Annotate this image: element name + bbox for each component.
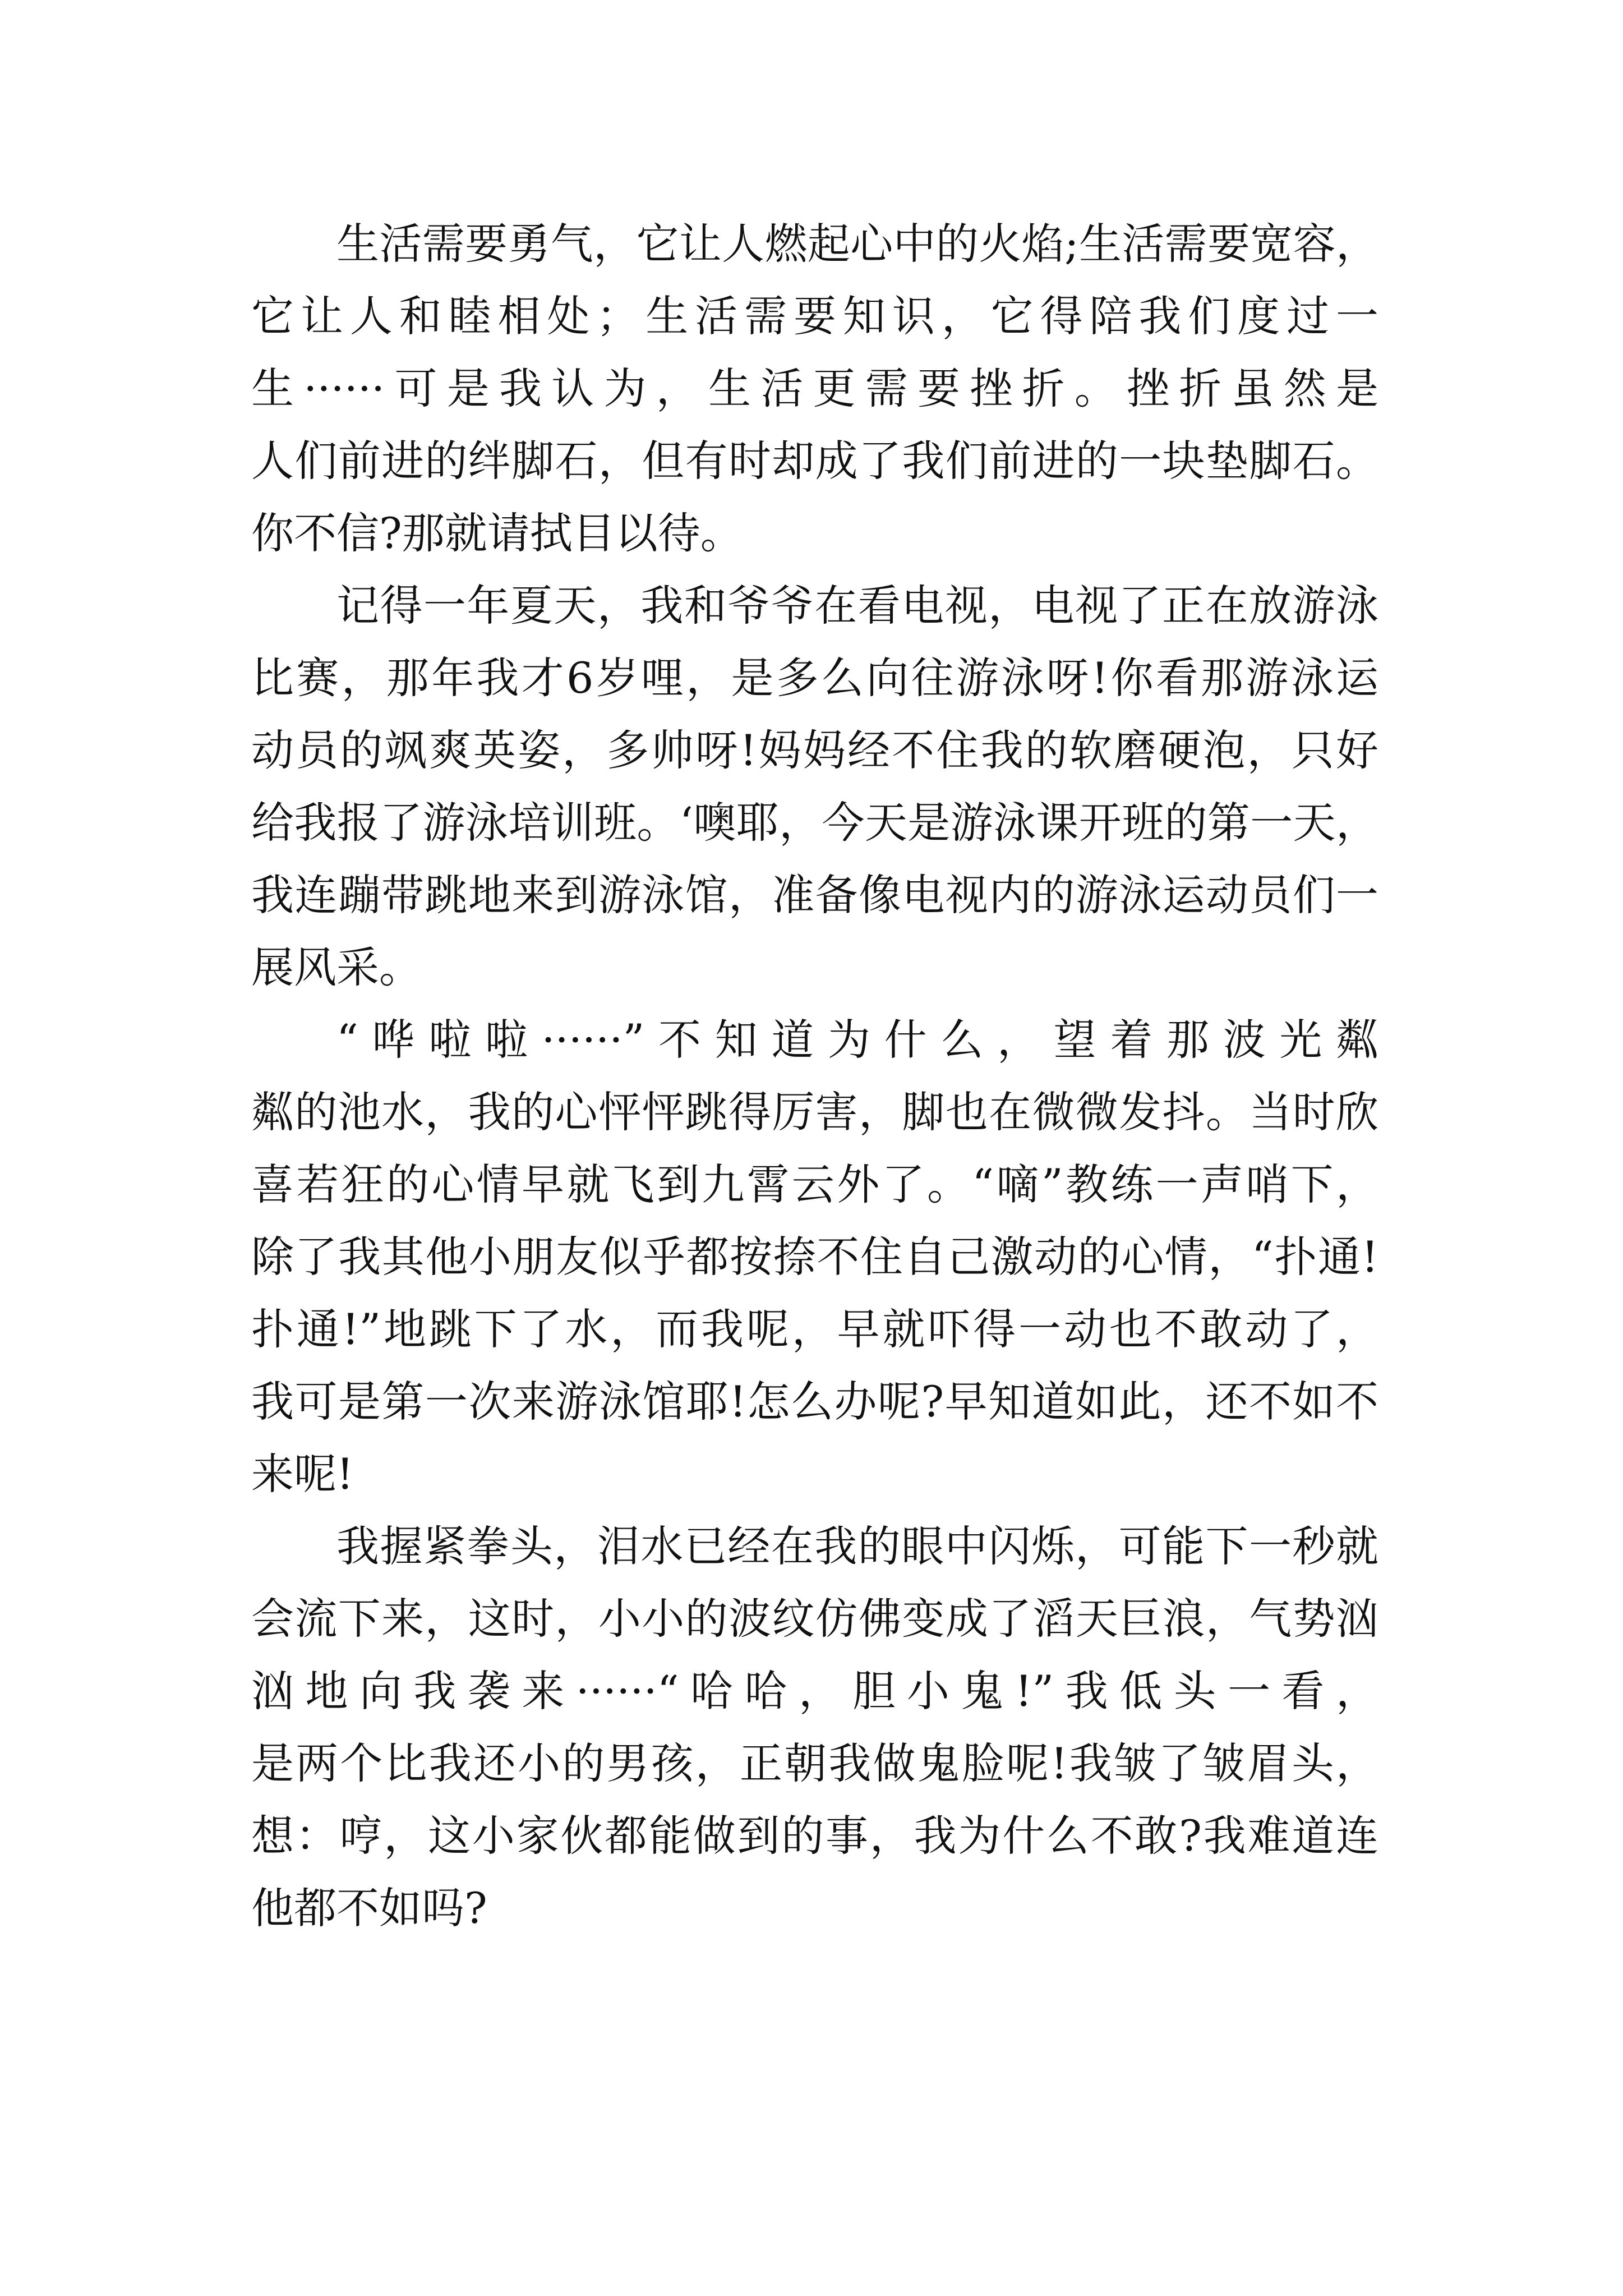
paragraph-line: 生······可是我认为，生活更需要挫折。挫折虽然是 — [251, 364, 1378, 413]
paragraph-line: 动员的飒爽英姿，多帅呀!妈妈经不住我的软磨硬泡，只好 — [251, 725, 1378, 775]
paragraph-line: 是两个比我还小的男孩，正朝我做鬼脸呢!我皱了皱眉头， — [251, 1738, 1378, 1788]
paragraph-line: 比赛，那年我才6岁哩，是多么向往游泳呀!你看那游泳运 — [251, 653, 1378, 703]
paragraph-line: 我可是第一次来游泳馆耶!怎么办呢?早知道如此，还不如不 — [251, 1377, 1378, 1427]
paragraph-line: 来呢! — [251, 1449, 354, 1499]
paragraph-line: 给我报了游泳培训班。‘噢耶，今天是游泳课开班的第一天， — [251, 798, 1378, 848]
paragraph-line: 扑通!”地跳下了水，而我呢，早就吓得一动也不敢动了， — [251, 1304, 1378, 1354]
paragraph-line: 你不信?那就请拭目以待。 — [251, 508, 743, 558]
paragraph-line: 展风采。 — [251, 942, 422, 992]
paragraph-line: 汹地向我袭来······“哈哈，胆小鬼!”我低头一看， — [251, 1666, 1378, 1716]
paragraph-line: 粼的池水，我的心怦怦跳得厉害，脚也在微微发抖。当时欣 — [251, 1087, 1378, 1137]
paragraph-line: 人们前进的绊脚石，但有时却成了我们前进的一块垫脚石。 — [251, 436, 1378, 486]
paragraph-line: 他都不如吗? — [251, 1883, 487, 1933]
paragraph-line: 想：哼，这小家伙都能做到的事，我为什么不敢?我难道连 — [251, 1811, 1378, 1861]
paragraph-line: 喜若狂的心情早就飞到九霄云外了。“嘀”教练一声哨下， — [251, 1159, 1378, 1209]
paragraph-line: 生活需要勇气，它让人燃起心中的火焰;生活需要宽容， — [336, 219, 1378, 269]
paragraph-line: “哗啦啦······”不知道为什么，望着那波光粼 — [336, 1015, 1378, 1065]
paragraph-line: 记得一年夏天，我和爷爷在看电视，电视了正在放游泳 — [336, 581, 1378, 631]
paragraph-line: 它让人和睦相处；生活需要知识，它得陪我们度过一 — [251, 291, 1378, 341]
paragraph-line: 我握紧拳头，泪水已经在我的眼中闪烁，可能下一秒就 — [336, 1521, 1378, 1571]
paragraph-line: 除了我其他小朋友似乎都按捺不住自己激动的心情，“扑通! — [251, 1232, 1378, 1282]
paragraph-line: 会流下来，这时，小小的波纹仿佛变成了滔天巨浪，气势汹 — [251, 1594, 1378, 1644]
paragraph-line: 我连蹦带跳地来到游泳馆，准备像电视内的游泳运动员们一 — [251, 870, 1378, 920]
